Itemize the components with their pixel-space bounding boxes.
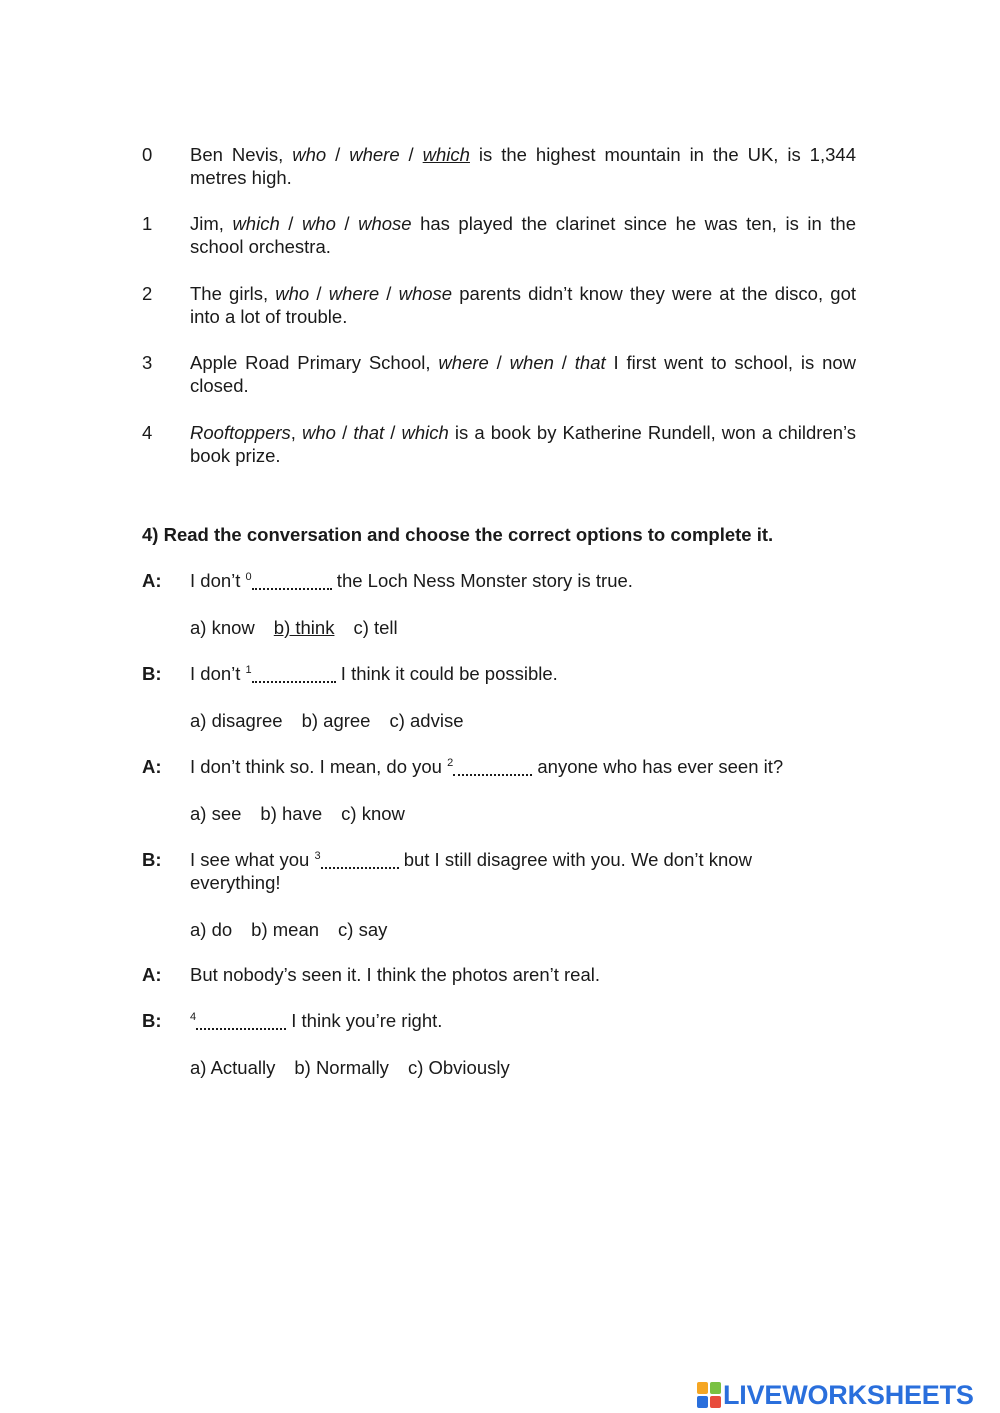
item-number: 0 xyxy=(142,144,153,165)
option-that[interactable]: that xyxy=(574,352,606,373)
option-b[interactable]: b) have xyxy=(260,803,323,824)
speaker-label: A: xyxy=(142,964,162,985)
option-who[interactable]: who xyxy=(275,283,310,304)
options-row xyxy=(190,709,483,732)
speaker-label: B: xyxy=(142,849,162,870)
dialogue-text: I don’t $^0$ the Loch Ness Monster story is true. xyxy=(190,570,633,591)
answer-blank-2[interactable] xyxy=(453,757,532,776)
option-c[interactable]: c) advise xyxy=(389,710,464,731)
answer-blank-3[interactable] xyxy=(321,850,399,869)
dialogue-text-continued: everything! xyxy=(190,872,281,893)
logo-mark-icon xyxy=(697,1382,721,1408)
dialogue-text: But nobody’s seen it. I think the photos aren’t real. xyxy=(190,964,600,985)
logo-text: LIVEWORKSHEETS xyxy=(723,1380,974,1410)
logo-square-4 xyxy=(710,1396,721,1408)
blank-number: 4 xyxy=(190,1011,197,1023)
blank-number: 2 xyxy=(447,757,454,769)
option-b[interactable]: b) agree xyxy=(301,710,371,731)
item-text: Rooftoppers, who / that / which is a book by Katherine Rundell, won a children’s book prize. xyxy=(190,422,857,466)
item-text: The girls, who / where / whose parents didn’t know they were at the disco, got into a lot of trouble. xyxy=(190,283,856,327)
option-b-answer: b) think xyxy=(273,617,335,638)
item-number: 1 xyxy=(142,213,153,234)
item-text: Ben Nevis, who / where / which is the highest mountain in the UK, is 1,344 metres high. xyxy=(190,144,856,188)
answer-blank-4[interactable] xyxy=(196,1011,286,1030)
option-who[interactable]: who xyxy=(302,422,336,443)
speaker-label: B: xyxy=(142,663,162,684)
book-title: Rooftoppers xyxy=(190,422,291,443)
options-row xyxy=(190,1056,529,1079)
option-c[interactable]: c) say xyxy=(338,919,388,940)
item-number: 2 xyxy=(142,283,153,304)
liveworksheets-logo xyxy=(697,1378,974,1412)
item-number: 3 xyxy=(142,352,153,373)
options-row xyxy=(190,802,424,825)
option-c[interactable]: c) Obviously xyxy=(407,1057,510,1078)
option-c[interactable]: c) know xyxy=(341,803,405,824)
item-text: Jim, which / who / whose has played the clarinet since he was ten, is in the school orchestra. xyxy=(190,213,856,257)
option-a[interactable]: a) do xyxy=(190,919,233,940)
speaker-label: B: xyxy=(142,1010,162,1031)
speaker-label: A: xyxy=(142,570,162,591)
option-a[interactable]: a) Actually xyxy=(190,1057,276,1078)
option-that[interactable]: that xyxy=(353,422,385,443)
item-number: 4 xyxy=(142,422,153,443)
option-a[interactable]: a) see xyxy=(190,803,242,824)
logo-square-1 xyxy=(697,1382,708,1394)
options-row xyxy=(190,616,417,639)
option-which-answer: which xyxy=(422,144,470,165)
option-b[interactable]: b) mean xyxy=(251,919,320,940)
option-where: where xyxy=(349,144,400,165)
option-whose[interactable]: whose xyxy=(398,283,453,304)
logo-square-3 xyxy=(697,1396,708,1408)
item-text: Apple Road Primary School, where / when / that I first went to school, is now closed. xyxy=(190,352,857,396)
exercise-4-heading: 4) Read the conversation and choose the correct options to complete it. xyxy=(142,524,774,545)
blank-number: 0 xyxy=(245,571,252,583)
option-b[interactable]: b) Normally xyxy=(294,1057,389,1078)
blank-number: 1 xyxy=(245,664,252,676)
dialogue-text: I don’t $^1$ I think it could be possible. xyxy=(190,663,558,684)
blank-number: 3 xyxy=(314,850,321,862)
option-a[interactable]: a) disagree xyxy=(190,710,283,731)
speaker-label: A: xyxy=(142,756,162,777)
option-a[interactable]: a) know xyxy=(190,617,255,638)
option-who: who xyxy=(292,144,327,165)
dialogue-text: I see what you $^3$ but I still disagree with you. We don’t know xyxy=(190,849,752,870)
logo-square-2 xyxy=(710,1382,721,1394)
option-where[interactable]: where xyxy=(438,352,489,373)
answer-blank-0[interactable] xyxy=(252,571,332,590)
options-row xyxy=(190,918,406,941)
option-which[interactable]: which xyxy=(401,422,449,443)
dialogue-text: $^4$ I think you’re right. xyxy=(190,1010,443,1031)
dialogue-text: I don’t think so. I mean, do you $^2$ anyone who has ever seen it? xyxy=(190,756,784,777)
answer-blank-1[interactable] xyxy=(252,664,336,683)
option-which[interactable]: which xyxy=(232,213,280,234)
option-where[interactable]: where xyxy=(328,283,380,304)
option-when[interactable]: when xyxy=(509,352,554,373)
option-c[interactable]: c) tell xyxy=(353,617,398,638)
option-whose[interactable]: whose xyxy=(358,213,412,234)
option-who[interactable]: who xyxy=(301,213,336,234)
